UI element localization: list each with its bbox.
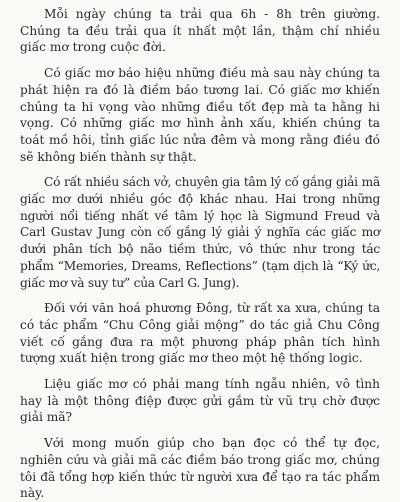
paragraph-eastern-culture: Đối với văn hoá phương Đông, từ rất xa xưa, chúng ta có tác phẩm “Chu Công giải mộng” do tác giả Chu Công viết cố gắng đưa ra một phương pháp phân tích hình tượng xuất hiện trong giấc mơ theo một hệ thống logic. xyxy=(20,301,380,366)
paragraph-question: Liệu giấc mơ có phải mang tính ngẫu nhiên, vô tình hay là một thông điệp được gửi gắm từ vũ trụ chờ được giải mã? xyxy=(20,377,380,425)
paragraph-purpose: Với mong muốn giúp cho bạn đọc có thể tự đọc, nghiên cứu và giải mã các điềm báo trong giấc mơ, chúng tôi đã tổng hợp kiến thức từ người xưa để tạo ra tác phẩm này. xyxy=(20,436,380,501)
paragraph-psychologists: Có rất nhiều sách vở, chuyên gia tâm lý cố gắng giải mã giấc mơ dưới nhiều góc độ khác nhau. Hai trong những người nổi tiếng nhất về tâm lý học là Sigmund Freud và Carl Gustav Jung còn cố gắng lý giải ý nghĩa các giấc mơ dưới phân tích bộ não tiềm thức, vô thức như trong tác phẩm “Memories, Dreams, Reflections” (tạm dịch là “Ký ức, giấc mơ và suy tư” của Carl G. Jung). xyxy=(20,175,380,290)
paragraph-sleep-hours: Mỗi ngày chúng ta trải qua 6h - 8h trên giường. Chúng ta đều trải qua ít nhất một lần, thậm chí nhiều giấc mơ trong cuộc đời. xyxy=(20,7,380,55)
paragraph-dream-omens: Có giấc mơ báo hiệu những điều mà sau này chúng ta phát hiện ra đó là điềm báo tương lai. Có giấc mơ khiến chúng ta hi vọng vào những điều tốt đẹp mà ta hằng hi vọng. Có những giấc mơ hình ảnh xấu, khiến chúng ta toát mồ hôi, tỉnh giấc lúc nửa đêm và mong rằng điều đó sẽ không biến thành sự thật. xyxy=(20,66,380,164)
